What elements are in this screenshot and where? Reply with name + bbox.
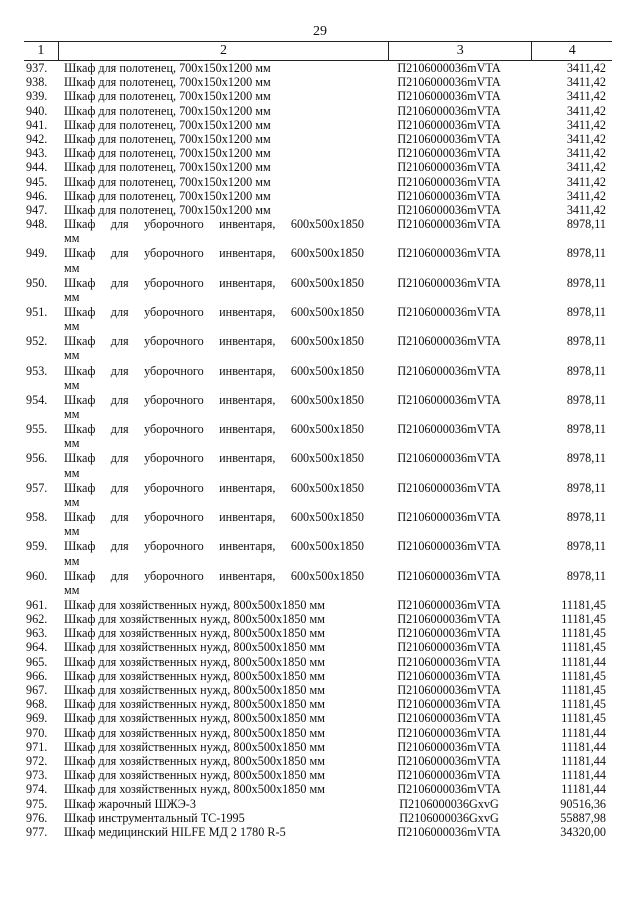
row-number: 943. bbox=[26, 146, 48, 161]
row-inventory-code: П2106000036mVTA bbox=[397, 597, 501, 612]
row-item-name-line1: Шкаф для уборочного инвентаря, 600x500x1850 bbox=[64, 217, 364, 232]
table-row bbox=[24, 825, 612, 839]
row-inventory-code: П2106000036mVTA bbox=[397, 739, 501, 754]
row-inventory-code: П2106000036GxvG bbox=[399, 796, 499, 811]
row-inventory-code: П2106000036mVTA bbox=[397, 768, 501, 783]
items-table bbox=[24, 41, 612, 839]
row-item-name-line1: Шкаф для уборочного инвентаря, 600x500x1850 bbox=[64, 480, 364, 495]
table-row bbox=[24, 797, 612, 811]
row-price: 3411,42 bbox=[566, 202, 606, 217]
row-number: 957. bbox=[26, 480, 48, 495]
row-number: 945. bbox=[26, 174, 48, 189]
row-item-name bbox=[64, 481, 364, 510]
row-item-name-line1: Шкаф для уборочного инвентаря, 600x500x1850 bbox=[64, 451, 364, 466]
row-item-name-line2: мм bbox=[64, 319, 80, 334]
row-number: 948. bbox=[26, 217, 48, 232]
row-item-name-line1: Шкаф для уборочного инвентаря, 600x500x1850 bbox=[64, 275, 364, 290]
row-inventory-code: П2106000036mVTA bbox=[397, 568, 501, 583]
row-inventory-code: П2106000036mVTA bbox=[397, 117, 501, 132]
table-row bbox=[24, 422, 612, 451]
row-number: 947. bbox=[26, 202, 48, 217]
row-price: 3411,42 bbox=[566, 188, 606, 203]
row-number: 953. bbox=[26, 363, 48, 378]
table-row bbox=[24, 640, 612, 654]
row-item-name-line2: мм bbox=[64, 494, 80, 509]
row-number: 967. bbox=[26, 683, 48, 698]
row-item-name-line2: мм bbox=[64, 553, 80, 568]
row-item-name: Шкаф для хозяйственных нужд, 800x500x1850 мм bbox=[64, 654, 325, 669]
row-inventory-code: П2106000036mVTA bbox=[397, 725, 501, 740]
row-item-name: Шкаф для хозяйственных нужд, 800x500x1850 мм bbox=[64, 725, 325, 740]
page-number: 29 bbox=[313, 24, 327, 39]
row-price: 11181,44 bbox=[561, 768, 606, 783]
row-price: 34320,00 bbox=[560, 824, 606, 839]
row-item-name-line1: Шкаф для уборочного инвентаря, 600x500x1850 bbox=[64, 539, 364, 554]
table-row bbox=[24, 61, 612, 75]
row-price: 11181,44 bbox=[561, 725, 606, 740]
row-item-name-line1: Шкаф для уборочного инвентаря, 600x500x1850 bbox=[64, 392, 364, 407]
row-price: 11181,44 bbox=[561, 782, 606, 797]
row-inventory-code: П2106000036mVTA bbox=[397, 275, 501, 290]
row-item-name: Шкаф для хозяйственных нужд, 800x500x1850 мм bbox=[64, 597, 325, 612]
row-price: 3411,42 bbox=[566, 160, 606, 175]
row-price: 11181,45 bbox=[561, 668, 606, 683]
row-inventory-code: П2106000036mVTA bbox=[397, 480, 501, 495]
row-price: 3411,42 bbox=[566, 174, 606, 189]
row-price: 11181,45 bbox=[561, 697, 606, 712]
row-price: 3411,42 bbox=[566, 75, 606, 90]
row-item-name bbox=[64, 334, 364, 363]
row-number: 973. bbox=[26, 768, 48, 783]
row-number: 950. bbox=[26, 275, 48, 290]
row-number: 966. bbox=[26, 668, 48, 683]
row-item-name bbox=[64, 364, 364, 393]
row-item-name: Шкаф для полотенец, 700x150x1200 мм bbox=[64, 188, 271, 203]
table-row bbox=[24, 569, 612, 598]
row-item-name-line1: Шкаф для уборочного инвентаря, 600x500x1850 bbox=[64, 510, 364, 525]
table-row bbox=[24, 669, 612, 683]
row-item-name bbox=[64, 246, 364, 275]
row-price: 90516,36 bbox=[560, 796, 606, 811]
row-number: 955. bbox=[26, 422, 48, 437]
table-row bbox=[24, 655, 612, 669]
row-item-name-line2: мм bbox=[64, 524, 80, 539]
row-number: 964. bbox=[26, 640, 48, 655]
table-row bbox=[24, 132, 612, 146]
row-price: 8978,11 bbox=[566, 217, 606, 232]
header-col-1: 1 bbox=[37, 43, 45, 58]
table-row bbox=[24, 203, 612, 217]
row-price: 3411,42 bbox=[566, 117, 606, 132]
row-item-name bbox=[64, 451, 364, 480]
row-item-name bbox=[64, 276, 364, 305]
row-number: 974. bbox=[26, 782, 48, 797]
table-row bbox=[24, 118, 612, 132]
row-price: 11181,45 bbox=[561, 597, 606, 612]
row-inventory-code: П2106000036mVTA bbox=[397, 668, 501, 683]
table-row bbox=[24, 89, 612, 103]
row-number: 977. bbox=[26, 824, 48, 839]
row-item-name-line2: мм bbox=[64, 582, 80, 597]
row-number: 971. bbox=[26, 739, 48, 754]
row-item-name-line1: Шкаф для уборочного инвентаря, 600x500x1850 bbox=[64, 304, 364, 319]
row-price: 11181,45 bbox=[561, 612, 606, 627]
row-item-name-line1: Шкаф для уборочного инвентаря, 600x500x1850 bbox=[64, 568, 364, 583]
table-row bbox=[24, 393, 612, 422]
row-item-name: Шкаф для полотенец, 700x150x1200 мм bbox=[64, 117, 271, 132]
row-item-name-line2: мм bbox=[64, 231, 80, 246]
row-inventory-code: П2106000036mVTA bbox=[397, 131, 501, 146]
table-body bbox=[24, 61, 612, 839]
table-row bbox=[24, 768, 612, 782]
row-number: 960. bbox=[26, 568, 48, 583]
row-price: 11181,44 bbox=[561, 654, 606, 669]
row-inventory-code: П2106000036mVTA bbox=[397, 711, 501, 726]
table-header bbox=[24, 41, 612, 61]
table-row bbox=[24, 334, 612, 363]
row-inventory-code: П2106000036mVTA bbox=[397, 753, 501, 768]
row-number: 940. bbox=[26, 103, 48, 118]
row-inventory-code: П2106000036mVTA bbox=[397, 697, 501, 712]
row-item-name bbox=[64, 510, 364, 539]
row-number: 965. bbox=[26, 654, 48, 669]
row-item-name: Шкаф для полотенец, 700x150x1200 мм bbox=[64, 103, 271, 118]
row-item-name: Шкаф для полотенец, 700x150x1200 мм bbox=[64, 89, 271, 104]
row-inventory-code: П2106000036mVTA bbox=[397, 451, 501, 466]
row-item-name-line1: Шкаф для уборочного инвентаря, 600x500x1850 bbox=[64, 422, 364, 437]
header-col-3: 3 bbox=[388, 42, 531, 60]
row-item-name: Шкаф для хозяйственных нужд, 800x500x1850 мм bbox=[64, 768, 325, 783]
table-row bbox=[24, 598, 612, 612]
row-item-name: Шкаф для полотенец, 700x150x1200 мм bbox=[64, 202, 271, 217]
row-item-name: Шкаф для хозяйственных нужд, 800x500x1850 мм bbox=[64, 753, 325, 768]
row-number: 952. bbox=[26, 334, 48, 349]
row-item-name: Шкаф для полотенец, 700x150x1200 мм bbox=[64, 160, 271, 175]
row-number: 956. bbox=[26, 451, 48, 466]
row-inventory-code: П2106000036mVTA bbox=[397, 61, 501, 75]
row-inventory-code: П2106000036mVTA bbox=[397, 824, 501, 839]
row-item-name bbox=[64, 422, 364, 451]
row-item-name-line2: мм bbox=[64, 348, 80, 363]
row-price: 8978,11 bbox=[566, 480, 606, 495]
row-price: 11181,44 bbox=[561, 753, 606, 768]
row-number: 938. bbox=[26, 75, 48, 90]
row-price: 11181,45 bbox=[561, 640, 606, 655]
row-item-name bbox=[64, 539, 364, 568]
table-row bbox=[24, 626, 612, 640]
row-number: 962. bbox=[26, 612, 48, 627]
row-item-name bbox=[64, 305, 364, 334]
row-item-name-line2: мм bbox=[64, 260, 80, 275]
row-inventory-code: П2106000036mVTA bbox=[397, 612, 501, 627]
row-number: 951. bbox=[26, 304, 48, 319]
row-price: 3411,42 bbox=[566, 103, 606, 118]
row-number: 941. bbox=[26, 117, 48, 132]
row-price: 3411,42 bbox=[566, 89, 606, 104]
row-number: 946. bbox=[26, 188, 48, 203]
row-price: 11181,45 bbox=[561, 626, 606, 641]
table-row bbox=[24, 782, 612, 796]
table-row bbox=[24, 175, 612, 189]
table-row bbox=[24, 697, 612, 711]
row-inventory-code: П2106000036mVTA bbox=[397, 510, 501, 525]
row-item-name: Шкаф жарочный ШЖЭ-3 bbox=[64, 796, 196, 811]
row-inventory-code: П2106000036mVTA bbox=[397, 202, 501, 217]
row-number: 963. bbox=[26, 626, 48, 641]
row-inventory-code: П2106000036mVTA bbox=[397, 363, 501, 378]
row-item-name-line2: мм bbox=[64, 436, 80, 451]
row-inventory-code: П2106000036mVTA bbox=[397, 626, 501, 641]
row-inventory-code: П2106000036mVTA bbox=[397, 246, 501, 261]
row-price: 8978,11 bbox=[566, 275, 606, 290]
row-number: 944. bbox=[26, 160, 48, 175]
row-number: 949. bbox=[26, 246, 48, 261]
row-number: 968. bbox=[26, 697, 48, 712]
row-item-name bbox=[64, 217, 364, 246]
row-price: 3411,42 bbox=[566, 131, 606, 146]
row-item-name: Шкаф для хозяйственных нужд, 800x500x1850 мм bbox=[64, 626, 325, 641]
row-price: 55887,98 bbox=[560, 810, 606, 825]
row-number: 942. bbox=[26, 131, 48, 146]
row-number: 975. bbox=[26, 796, 48, 811]
table-row bbox=[24, 189, 612, 203]
row-item-name-line1: Шкаф для уборочного инвентаря, 600x500x1850 bbox=[64, 246, 364, 261]
row-price: 8978,11 bbox=[566, 392, 606, 407]
header-col-4: 4 bbox=[531, 42, 612, 60]
row-item-name-line2: мм bbox=[64, 407, 80, 422]
header-col-2: 2 bbox=[58, 42, 388, 60]
row-price: 11181,44 bbox=[561, 739, 606, 754]
row-price: 11181,45 bbox=[561, 683, 606, 698]
row-inventory-code: П2106000036mVTA bbox=[397, 422, 501, 437]
table-row bbox=[24, 510, 612, 539]
table-row bbox=[24, 305, 612, 334]
row-item-name-line1: Шкаф для уборочного инвентаря, 600x500x1850 bbox=[64, 363, 364, 378]
row-item-name: Шкаф для хозяйственных нужд, 800x500x1850 мм bbox=[64, 782, 325, 797]
row-item-name: Шкаф для полотенец, 700x150x1200 мм bbox=[64, 61, 271, 75]
row-number: 976. bbox=[26, 810, 48, 825]
row-number: 970. bbox=[26, 725, 48, 740]
table-row bbox=[24, 146, 612, 160]
row-item-name: Шкаф для хозяйственных нужд, 800x500x1850 мм bbox=[64, 612, 325, 627]
row-price: 8978,11 bbox=[566, 422, 606, 437]
row-item-name-line2: мм bbox=[64, 465, 80, 480]
row-inventory-code: П2106000036mVTA bbox=[397, 188, 501, 203]
table-row bbox=[24, 754, 612, 768]
table-row bbox=[24, 740, 612, 754]
row-price: 8978,11 bbox=[566, 451, 606, 466]
row-item-name: Шкаф для полотенец, 700x150x1200 мм bbox=[64, 146, 271, 161]
table-row bbox=[24, 683, 612, 697]
row-price: 8978,11 bbox=[566, 539, 606, 554]
row-item-name: Шкаф инструментальный ТС-1995 bbox=[64, 810, 245, 825]
row-number: 954. bbox=[26, 392, 48, 407]
table-row bbox=[24, 104, 612, 118]
table-row bbox=[24, 726, 612, 740]
table-row bbox=[24, 811, 612, 825]
table-row bbox=[24, 246, 612, 275]
row-price: 8978,11 bbox=[566, 246, 606, 261]
table-row bbox=[24, 451, 612, 480]
table-row bbox=[24, 612, 612, 626]
table-row bbox=[24, 711, 612, 725]
row-inventory-code: П2106000036mVTA bbox=[397, 146, 501, 161]
row-item-name: Шкаф для полотенец, 700x150x1200 мм bbox=[64, 131, 271, 146]
row-inventory-code: П2106000036mVTA bbox=[397, 103, 501, 118]
row-number: 937. bbox=[26, 61, 48, 75]
row-inventory-code: П2106000036mVTA bbox=[397, 334, 501, 349]
row-inventory-code: П2106000036mVTA bbox=[397, 89, 501, 104]
row-number: 961. bbox=[26, 597, 48, 612]
row-number: 972. bbox=[26, 753, 48, 768]
table-row bbox=[24, 539, 612, 568]
row-item-name bbox=[64, 569, 364, 598]
table-row bbox=[24, 481, 612, 510]
row-item-name: Шкаф для хозяйственных нужд, 800x500x1850 мм bbox=[64, 711, 325, 726]
row-price: 3411,42 bbox=[566, 61, 606, 75]
row-item-name: Шкаф медицинский HILFE МД 2 1780 R-5 bbox=[64, 824, 286, 839]
row-inventory-code: П2106000036mVTA bbox=[397, 217, 501, 232]
row-inventory-code: П2106000036mVTA bbox=[397, 654, 501, 669]
row-item-name: Шкаф для полотенец, 700x150x1200 мм bbox=[64, 174, 271, 189]
row-item-name: Шкаф для хозяйственных нужд, 800x500x1850 мм bbox=[64, 697, 325, 712]
row-price: 8978,11 bbox=[566, 568, 606, 583]
row-item-name-line2: мм bbox=[64, 289, 80, 304]
row-item-name bbox=[64, 393, 364, 422]
row-inventory-code: П2106000036mVTA bbox=[397, 174, 501, 189]
row-item-name-line1: Шкаф для уборочного инвентаря, 600x500x1850 bbox=[64, 334, 364, 349]
row-inventory-code: П2106000036mVTA bbox=[397, 392, 501, 407]
table-row bbox=[24, 75, 612, 89]
row-price: 8978,11 bbox=[566, 510, 606, 525]
row-number: 939. bbox=[26, 89, 48, 104]
row-item-name: Шкаф для полотенец, 700x150x1200 мм bbox=[64, 75, 271, 90]
row-price: 8978,11 bbox=[566, 363, 606, 378]
row-item-name: Шкаф для хозяйственных нужд, 800x500x1850 мм bbox=[64, 739, 325, 754]
row-number: 969. bbox=[26, 711, 48, 726]
row-inventory-code: П2106000036mVTA bbox=[397, 683, 501, 698]
row-inventory-code: П2106000036mVTA bbox=[397, 640, 501, 655]
table-row bbox=[24, 276, 612, 305]
row-item-name: Шкаф для хозяйственных нужд, 800x500x1850 мм bbox=[64, 668, 325, 683]
row-inventory-code: П2106000036GxvG bbox=[399, 810, 499, 825]
row-inventory-code: П2106000036mVTA bbox=[397, 304, 501, 319]
row-inventory-code: П2106000036mVTA bbox=[397, 160, 501, 175]
row-inventory-code: П2106000036mVTA bbox=[397, 75, 501, 90]
table-row bbox=[24, 160, 612, 174]
row-inventory-code: П2106000036mVTA bbox=[397, 782, 501, 797]
row-price: 8978,11 bbox=[566, 304, 606, 319]
row-number: 958. bbox=[26, 510, 48, 525]
row-price: 8978,11 bbox=[566, 334, 606, 349]
table-row bbox=[24, 364, 612, 393]
row-price: 11181,45 bbox=[561, 711, 606, 726]
row-inventory-code: П2106000036mVTA bbox=[397, 539, 501, 554]
table-row bbox=[24, 217, 612, 246]
row-item-name: Шкаф для хозяйственных нужд, 800x500x1850 мм bbox=[64, 640, 325, 655]
row-number: 959. bbox=[26, 539, 48, 554]
row-item-name-line2: мм bbox=[64, 377, 80, 392]
row-item-name: Шкаф для хозяйственных нужд, 800x500x1850 мм bbox=[64, 683, 325, 698]
row-price: 3411,42 bbox=[566, 146, 606, 161]
